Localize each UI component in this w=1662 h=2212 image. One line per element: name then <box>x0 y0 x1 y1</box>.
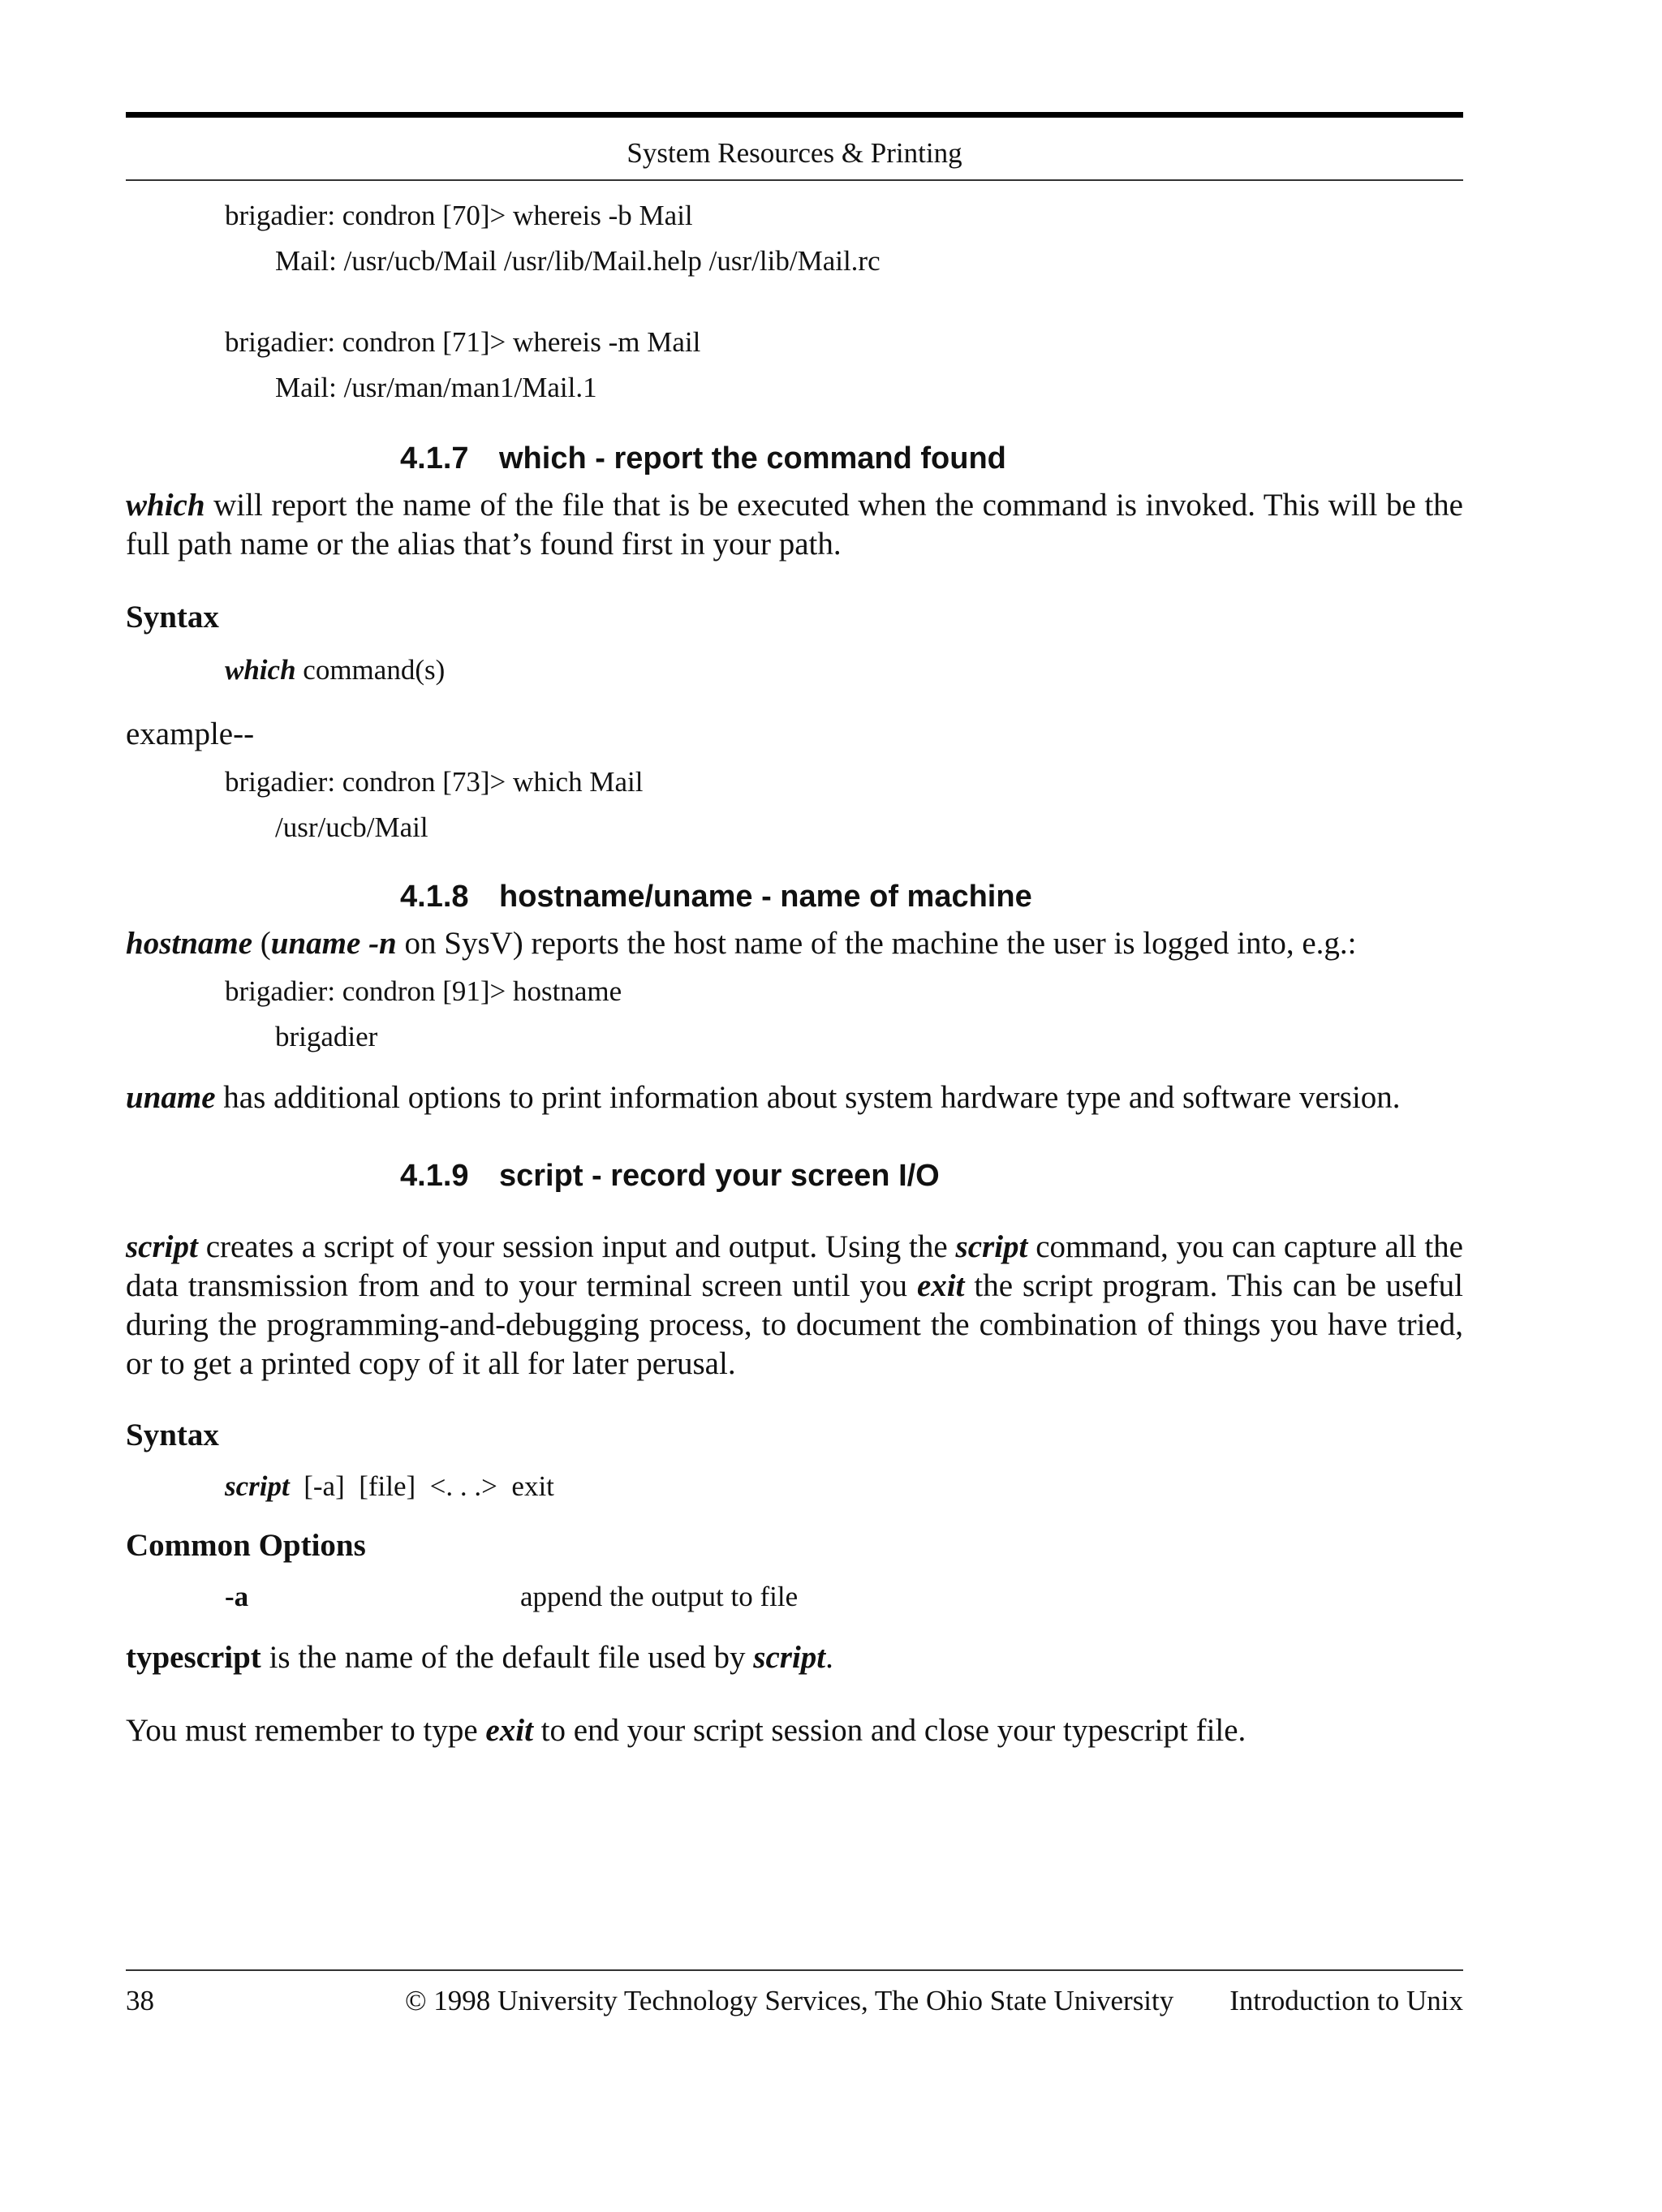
cmd-which: which <box>126 488 205 523</box>
syntax-args: command(s) <box>295 654 446 686</box>
cmd-uname-n: uname -n <box>270 926 397 961</box>
cmd-script: script <box>126 1229 198 1264</box>
common-options-label: Common Options <box>126 1528 366 1563</box>
option-description: append the output to file <box>520 1581 799 1612</box>
paragraph-text: the script program. This can be useful during the programming-and-debugging process, to document the combination of things you have tried, or to get a printed copy of it all for later perusal. <box>126 1268 1463 1381</box>
typescript-word: typescript <box>126 1640 261 1675</box>
syntax-cmd: script <box>225 1470 290 1502</box>
paragraph-text: has additional options to print information about system hardware type and software version. <box>215 1080 1401 1115</box>
cmd-script: script <box>955 1229 1028 1264</box>
paragraph-text: on SysV) reports the host name of the machine the user is logged into, e.g.: <box>396 926 1357 961</box>
paragraph-text: creates a script of your session input and output. Using the <box>197 1229 956 1264</box>
cmd-exit: exit <box>485 1713 533 1748</box>
whereis-example-2 <box>126 325 1463 405</box>
code-command: brigadier: condron [71]> whereis -m Mail <box>225 326 701 358</box>
copyright-notice: © 1998 University Technology Services, The Ohio State University <box>404 1985 1174 2016</box>
paragraph-text: command, you can capture all the data transmission from and to your terminal screen until you <box>126 1229 1463 1303</box>
header-rule-top <box>126 112 1463 118</box>
page-number: 38 <box>126 1985 154 2016</box>
code-output: brigadier <box>275 1021 378 1052</box>
paragraph-text: ( <box>252 926 271 961</box>
paragraph-text: . <box>825 1640 833 1675</box>
section-heading-4-1-9 <box>126 1158 1463 1194</box>
footer-row <box>126 1971 1463 2018</box>
option-flag: -a <box>225 1581 249 1612</box>
section-heading-4-1-7 <box>126 441 1463 476</box>
paragraph-text: to end your script session and close your typescript file. <box>532 1713 1246 1748</box>
script-description <box>126 1228 1463 1384</box>
syntax-cmd: which <box>225 654 296 686</box>
syntax-args: [-a] [file] <. . .> exit <box>289 1470 554 1502</box>
section-title: script - record your screen I/O <box>499 1159 940 1193</box>
whereis-example-1 <box>126 199 1463 278</box>
hostname-description <box>126 924 1463 963</box>
header-rule-bottom <box>126 179 1463 181</box>
section-number: 4.1.9 <box>400 1159 469 1193</box>
section-number: 4.1.7 <box>400 441 469 476</box>
option-row <box>126 1580 1463 1614</box>
uname-description <box>126 1078 1463 1117</box>
hostname-example <box>126 975 1463 1054</box>
code-output: Mail: /usr/man/man1/Mail.1 <box>275 372 597 403</box>
page-footer <box>126 1969 1463 2018</box>
cmd-script: script <box>753 1640 826 1675</box>
syntax-label: Syntax <box>126 1418 219 1452</box>
section-heading-4-1-8 <box>126 879 1463 914</box>
code-command: brigadier: condron [73]> which Mail <box>225 766 644 798</box>
section-number: 4.1.8 <box>400 880 469 914</box>
paragraph-text: You must remember to type <box>126 1713 486 1748</box>
paragraph-text: is the name of the default file used by <box>260 1640 754 1675</box>
book-title: Introduction to Unix <box>1229 1985 1463 2016</box>
section-title: hostname/uname - name of machine <box>499 880 1032 914</box>
paragraph-text: will report the name of the file that is be executed when the command is invoked. This will be the full path name or the alias that’s found first in your path. <box>126 488 1463 562</box>
cmd-hostname: hostname <box>126 926 253 961</box>
example-label: example-- <box>126 717 255 751</box>
code-output: Mail: /usr/ucb/Mail /usr/lib/Mail.help /usr/lib/Mail.rc <box>275 245 881 277</box>
which-example <box>126 765 1463 845</box>
running-header: System Resources & Printing <box>626 137 962 169</box>
section-title: which - report the command found <box>499 441 1006 476</box>
cmd-uname: uname <box>126 1080 216 1115</box>
syntax-label: Syntax <box>126 600 219 635</box>
page-body <box>126 112 1463 1750</box>
cmd-exit: exit <box>916 1268 965 1303</box>
typescript-note <box>126 1638 1463 1677</box>
which-description <box>126 486 1463 564</box>
script-syntax <box>225 1470 1463 1504</box>
code-command: brigadier: condron [70]> whereis -b Mail <box>225 200 693 231</box>
which-syntax <box>225 653 1463 687</box>
code-output: /usr/ucb/Mail <box>275 811 428 843</box>
code-command: brigadier: condron [91]> hostname <box>225 975 622 1007</box>
exit-reminder <box>126 1711 1463 1750</box>
